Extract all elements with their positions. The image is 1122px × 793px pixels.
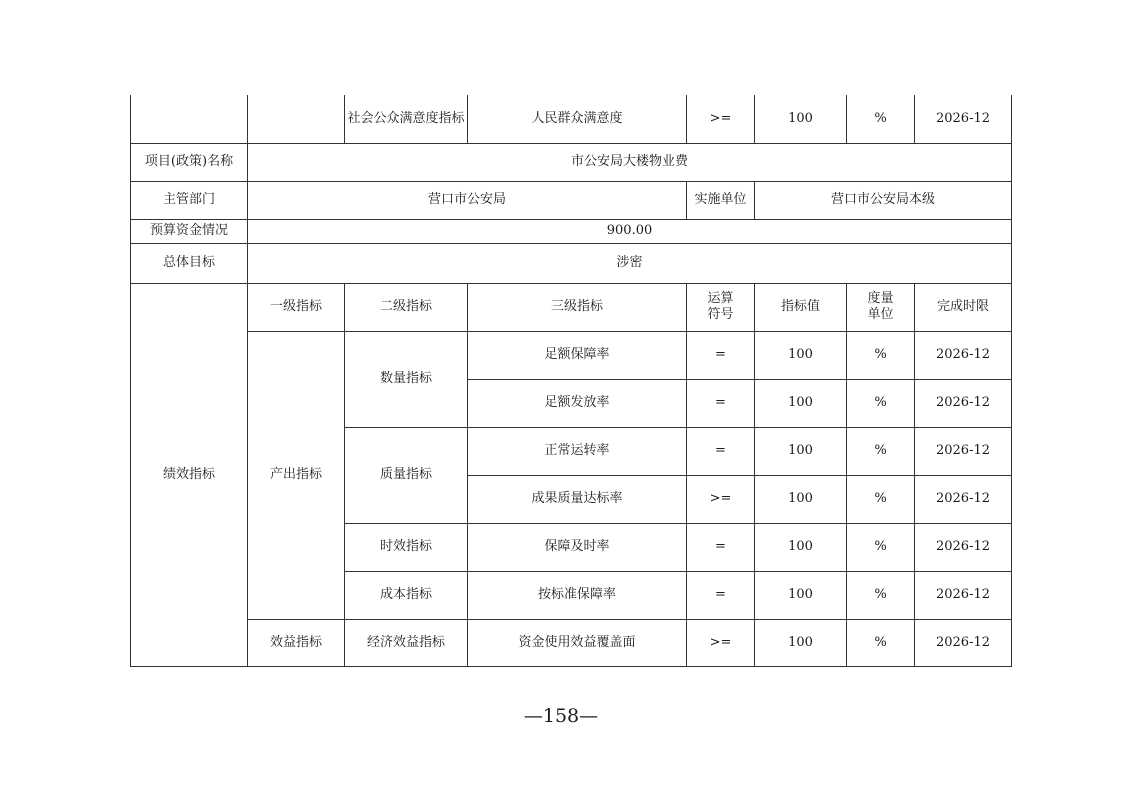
table-row — [131, 331, 1012, 379]
level3-cell: 按标准保障率 — [468, 571, 687, 619]
timeliness-indicator-label: 时效指标 — [345, 523, 468, 571]
value-cell: 100 — [755, 95, 847, 143]
header-level3: 三级指标 — [468, 283, 687, 331]
quantity-indicator-label: 数量指标 — [345, 331, 468, 427]
operator-cell: = — [687, 571, 755, 619]
performance-section-label: 绩效指标 — [131, 283, 248, 666]
value-cell: 100 — [755, 571, 847, 619]
header-unit-line2: 单位 — [867, 307, 894, 322]
table-row — [131, 143, 1012, 181]
operator-cell: = — [687, 427, 755, 475]
value-cell: 100 — [755, 331, 847, 379]
value-cell: 100 — [755, 475, 847, 523]
goal-label: 总体目标 — [131, 243, 248, 283]
operator-cell: = — [687, 331, 755, 379]
deadline-cell: 2026-12 — [915, 427, 1012, 475]
benefit-indicator-label: 效益指标 — [248, 619, 345, 666]
level3-cell: 足额发放率 — [468, 379, 687, 427]
project-name: 市公安局大楼物业费 — [248, 143, 1012, 181]
header-level2: 二级指标 — [345, 283, 468, 331]
header-row — [131, 283, 1012, 331]
deadline-cell: 2026-12 — [915, 379, 1012, 427]
unit-cell: % — [847, 523, 915, 571]
operator-cell: = — [687, 523, 755, 571]
empty-cell — [131, 95, 248, 143]
quality-indicator-label: 质量指标 — [345, 427, 468, 523]
unit-cell: % — [847, 475, 915, 523]
budget-value: 900.00 — [248, 219, 1012, 243]
table-row — [131, 181, 1012, 219]
impl-value: 营口市公安局本级 — [755, 181, 1012, 219]
table-row — [131, 619, 1012, 666]
economic-benefit-label: 经济效益指标 — [345, 619, 468, 666]
deadline-cell: 2026-12 — [915, 331, 1012, 379]
header-operator — [687, 283, 755, 331]
header-unit-line1: 度量 — [867, 291, 894, 306]
level3-cell: 保障及时率 — [468, 523, 687, 571]
unit-cell: % — [847, 95, 915, 143]
table-row — [131, 219, 1012, 243]
value-cell: 100 — [755, 523, 847, 571]
value-cell: 100 — [755, 427, 847, 475]
page-number: —158— — [523, 705, 599, 727]
deadline-cell: 2026-12 — [915, 475, 1012, 523]
operator-cell: >= — [687, 619, 755, 666]
goal-value: 涉密 — [248, 243, 1012, 283]
unit-cell: % — [847, 379, 915, 427]
level3-cell: 人民群众满意度 — [468, 95, 687, 143]
project-name-label: 项目(政策)名称 — [131, 143, 248, 181]
header-value: 指标值 — [755, 283, 847, 331]
unit-cell: % — [847, 427, 915, 475]
dept-value: 营口市公安局 — [248, 181, 687, 219]
header-unit — [847, 283, 915, 331]
table-row — [131, 243, 1012, 283]
header-operator-line1: 运算 — [707, 291, 734, 306]
deadline-cell: 2026-12 — [915, 571, 1012, 619]
level3-cell: 成果质量达标率 — [468, 475, 687, 523]
header-level1: 一级指标 — [248, 283, 345, 331]
deadline-cell: 2026-12 — [915, 523, 1012, 571]
deadline-cell: 2026-12 — [915, 95, 1012, 143]
dept-label: 主管部门 — [131, 181, 248, 219]
unit-cell: % — [847, 571, 915, 619]
table-row — [131, 95, 1012, 143]
level3-cell: 足额保障率 — [468, 331, 687, 379]
value-cell: 100 — [755, 379, 847, 427]
header-deadline: 完成时限 — [915, 283, 1012, 331]
operator-cell: >= — [687, 475, 755, 523]
unit-cell: % — [847, 331, 915, 379]
impl-label: 实施单位 — [687, 181, 755, 219]
operator-cell: = — [687, 379, 755, 427]
level3-cell: 资金使用效益覆盖面 — [468, 619, 687, 666]
header-operator-line2: 符号 — [707, 307, 734, 322]
value-cell: 100 — [755, 619, 847, 666]
level2-cell: 社会公众满意度指标 — [345, 95, 468, 143]
level3-cell: 正常运转率 — [468, 427, 687, 475]
operator-cell: >= — [687, 95, 755, 143]
cost-indicator-label: 成本指标 — [345, 571, 468, 619]
performance-table — [130, 95, 1012, 667]
unit-cell: % — [847, 619, 915, 666]
empty-cell — [248, 95, 345, 143]
output-indicator-label: 产出指标 — [248, 331, 345, 619]
budget-label: 预算资金情况 — [131, 219, 248, 243]
deadline-cell: 2026-12 — [915, 619, 1012, 666]
